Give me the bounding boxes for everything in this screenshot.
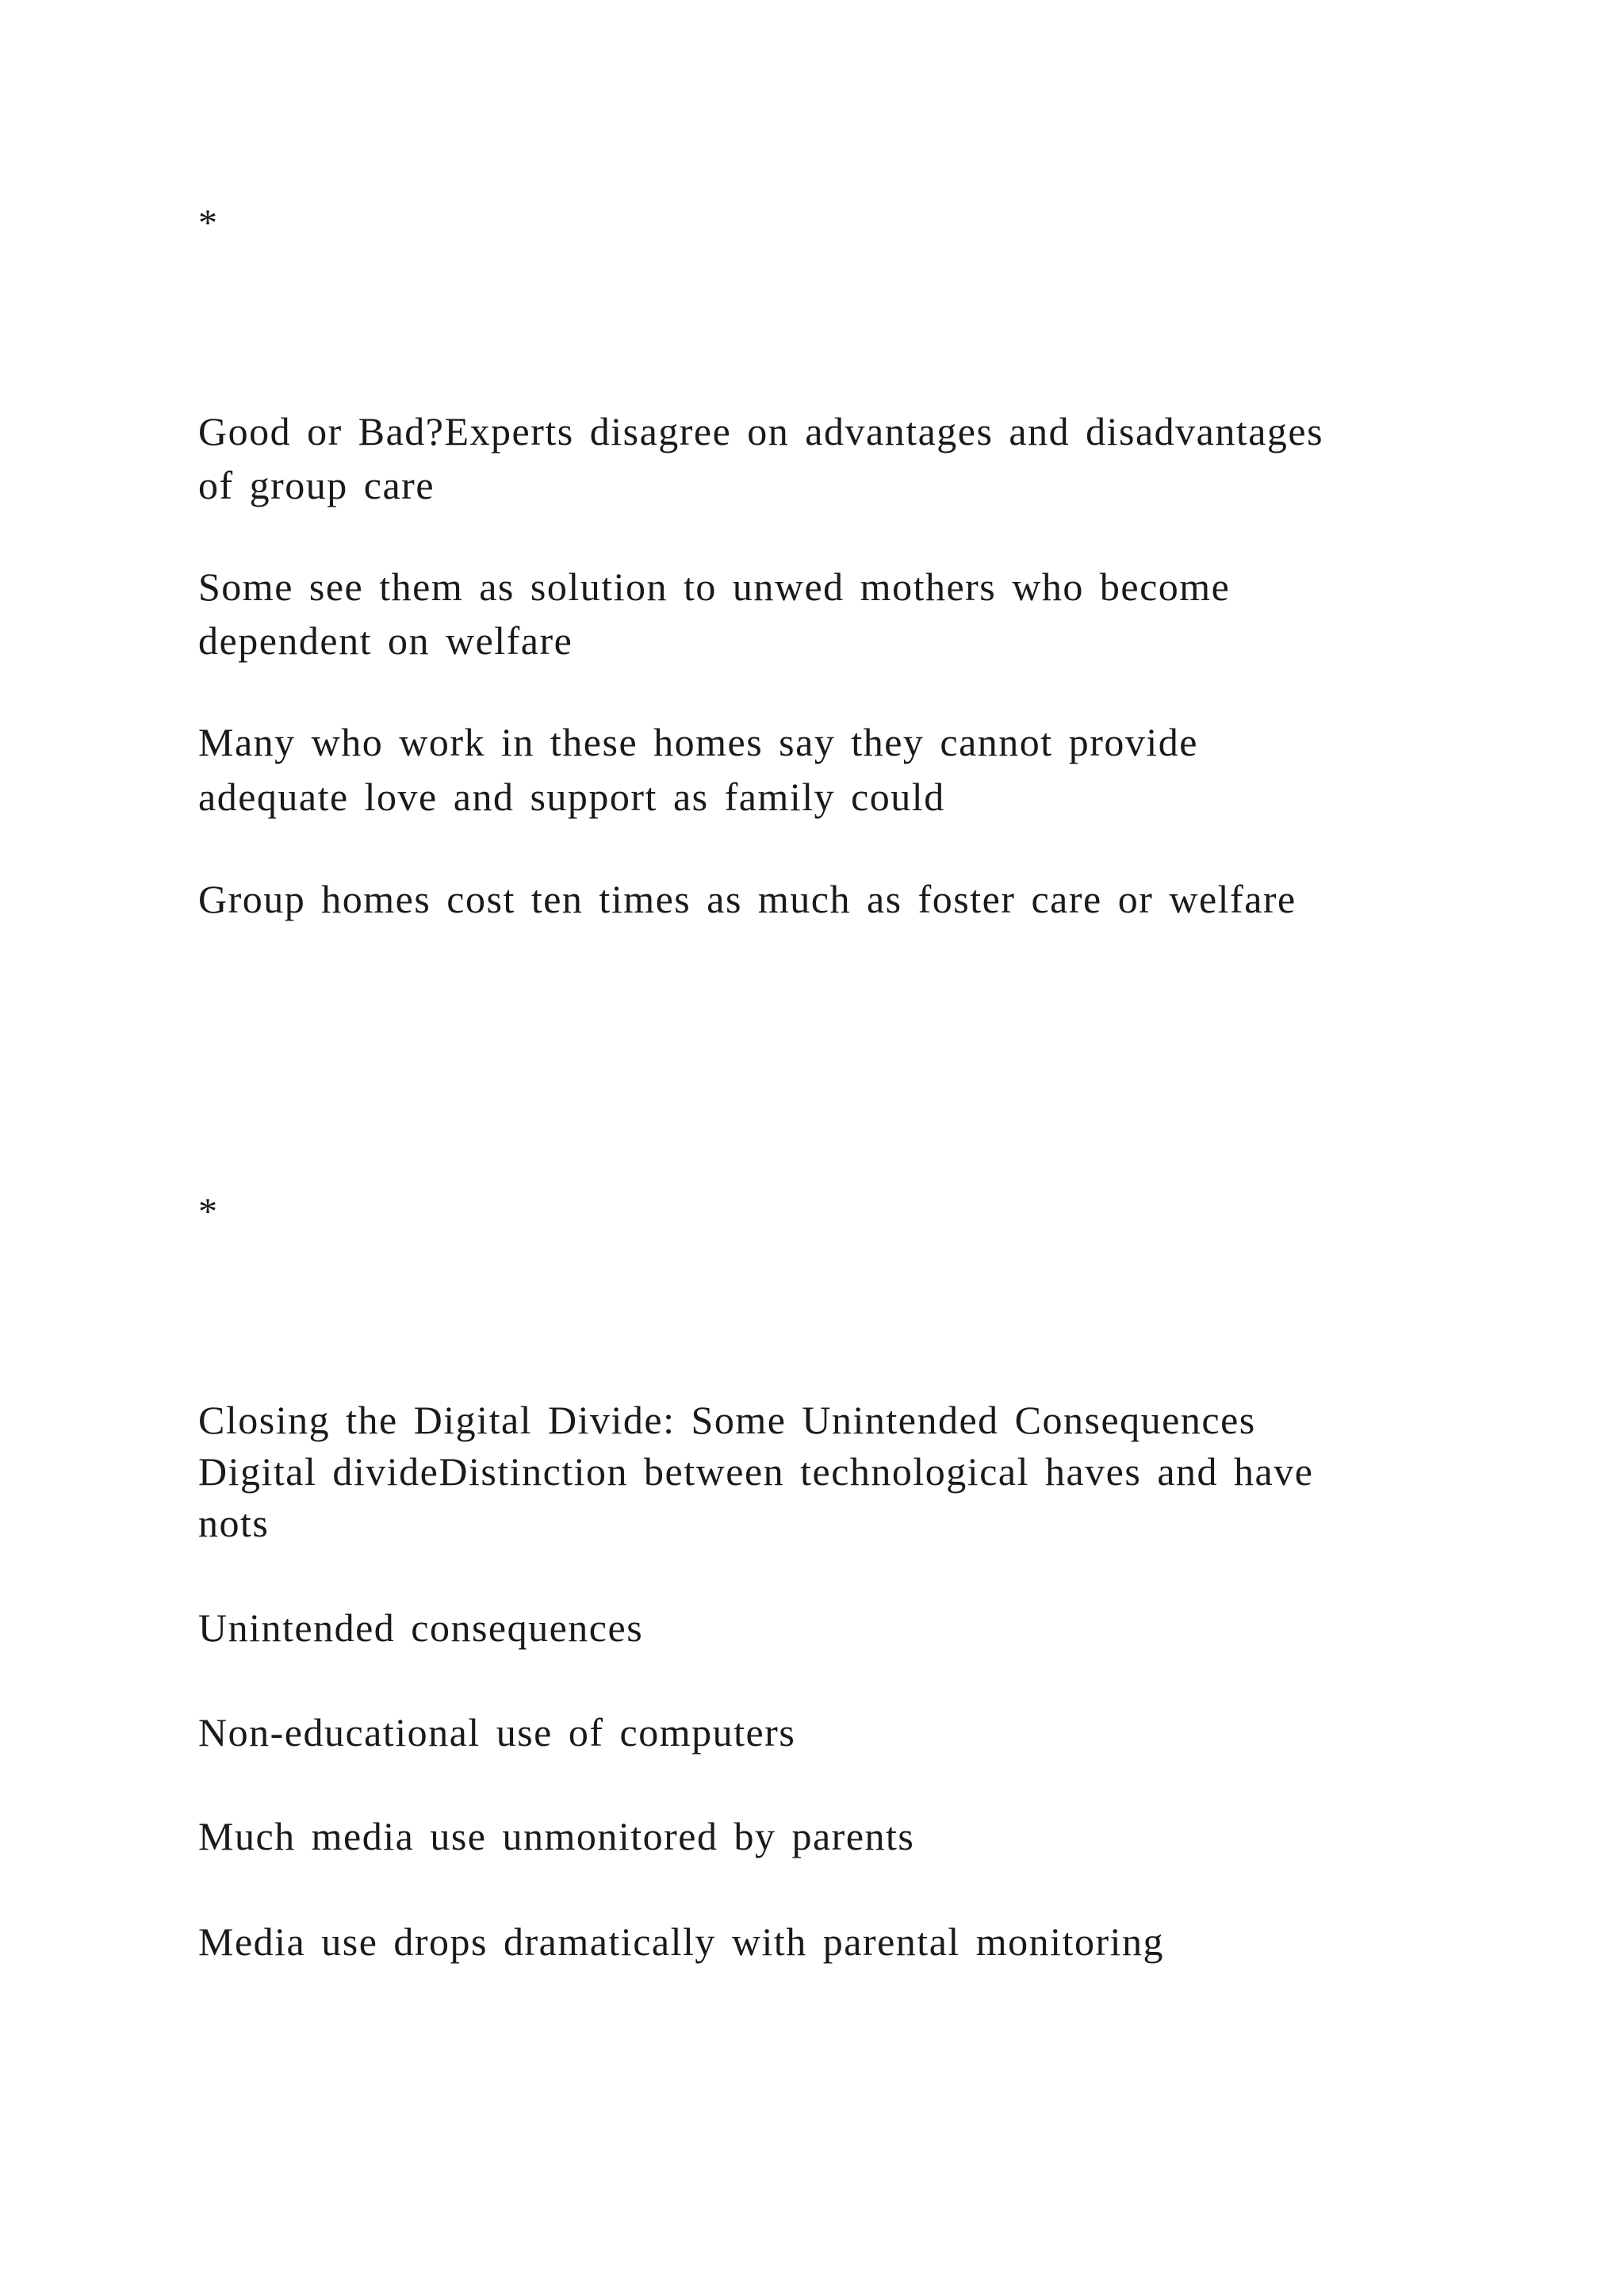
section-1-line-2: of group care xyxy=(198,463,435,507)
section-2-line-6: Much media use unmonitored by parents xyxy=(198,1814,915,1858)
section-1-line-3: Some see them as solution to unwed mothers who become xyxy=(198,564,1231,609)
section-2-line-2: Digital divideDistinction between technological haves and have xyxy=(198,1449,1314,1494)
section-1-line-4: dependent on welfare xyxy=(198,618,573,663)
section-2-line-1: Closing the Digital Divide: Some Unintended Consequences xyxy=(198,1398,1256,1442)
section-2-line-7: Media use drops dramatically with parental monitoring xyxy=(198,1919,1164,1964)
section-2-marker: * xyxy=(198,1191,219,1233)
section-1-marker: * xyxy=(198,202,219,244)
section-2-line-3: nots xyxy=(198,1501,270,1545)
section-1-line-5: Many who work in these homes say they cannot provide xyxy=(198,720,1198,764)
section-1-line-6: adequate love and support as family could xyxy=(198,775,945,819)
section-2-line-4: Unintended consequences xyxy=(198,1605,644,1650)
section-1-line-7: Group homes cost ten times as much as foster care or welfare xyxy=(198,877,1297,921)
section-2-line-5: Non-educational use of computers xyxy=(198,1710,796,1755)
section-1-line-1: Good or Bad?Experts disagree on advantages and disadvantages xyxy=(198,409,1324,453)
